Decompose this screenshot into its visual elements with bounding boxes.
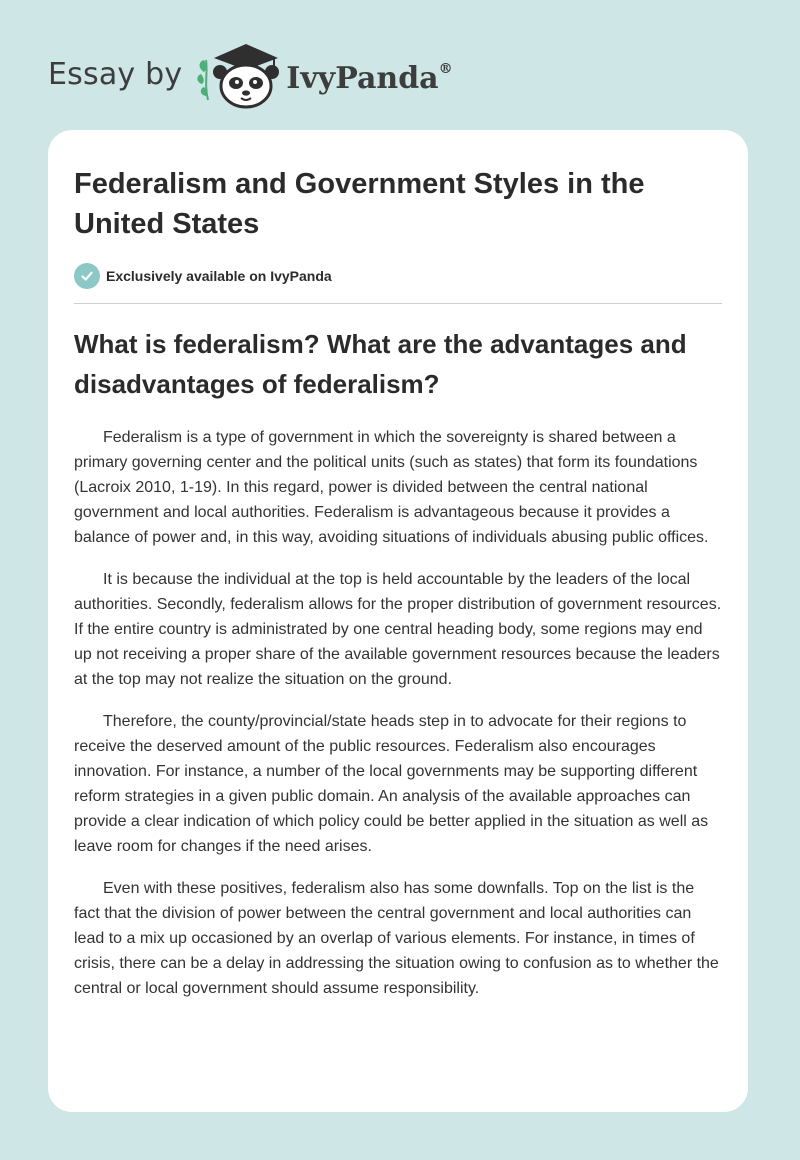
divider [74, 303, 722, 304]
paragraph: Therefore, the county/provincial/state heads step in to advocate for their regions to receive the deserved amount of the public resources. Federalism also encourages innovation. For instance, a number of the local governments may be supporting different reform strategies in a given public domain. An analysis of the available approaches can provide a clear indication of which policy could be better applied in the situation as well as leave room for changes if the need arises. [74, 713, 709, 855]
essay-by-label: Essay by [48, 56, 183, 92]
check-icon [74, 263, 100, 289]
exclusive-text: Exclusively available on IvyPanda [106, 268, 332, 284]
essay-body [74, 425, 724, 1018]
ivypanda-logo-icon[interactable] [196, 38, 282, 110]
paragraph: Federalism is a type of government in which the sovereignty is shared between a primary governing center and the political units (such as states) that form its foundations (Lacroix 2010, 1-19). In this regard, power is divided between the central national government and local authorities. Federalism is advantageous because it provides a balance of power and, in this way, avoiding situations of individuals abusing public offices. [74, 429, 709, 546]
paragraph: It is because the individual at the top is held accountable by the leaders of the local authorities. Secondly, federalism allows for the proper distribution of government resources. If the entire country is administrated by one central heading body, some regions may end up not receiving a proper share of the available government resources because the leaders at the top may not realize the situation on the ground. [74, 571, 722, 688]
page-title: Federalism and Government Styles in the United States [74, 168, 645, 240]
paragraph: Even with these positives, federalism also has some downfalls. Top on the list is the fact that the division of power between the central government and local authorities can lead to a mix up occasioned by an overlap of various elements. For instance, in times of crisis, there can be a delay in addressing the situation owing to confusion as to whether the central or local government should assume responsibility. [74, 880, 719, 997]
brand-name[interactable]: IvyPanda® [286, 60, 453, 96]
section-heading: What is federalism? What are the advantages and disadvantages of federalism? [74, 329, 687, 399]
registered-mark: ® [438, 60, 453, 77]
exclusive-badge [74, 263, 332, 289]
site-header [48, 38, 453, 110]
essay-card [48, 130, 748, 1112]
